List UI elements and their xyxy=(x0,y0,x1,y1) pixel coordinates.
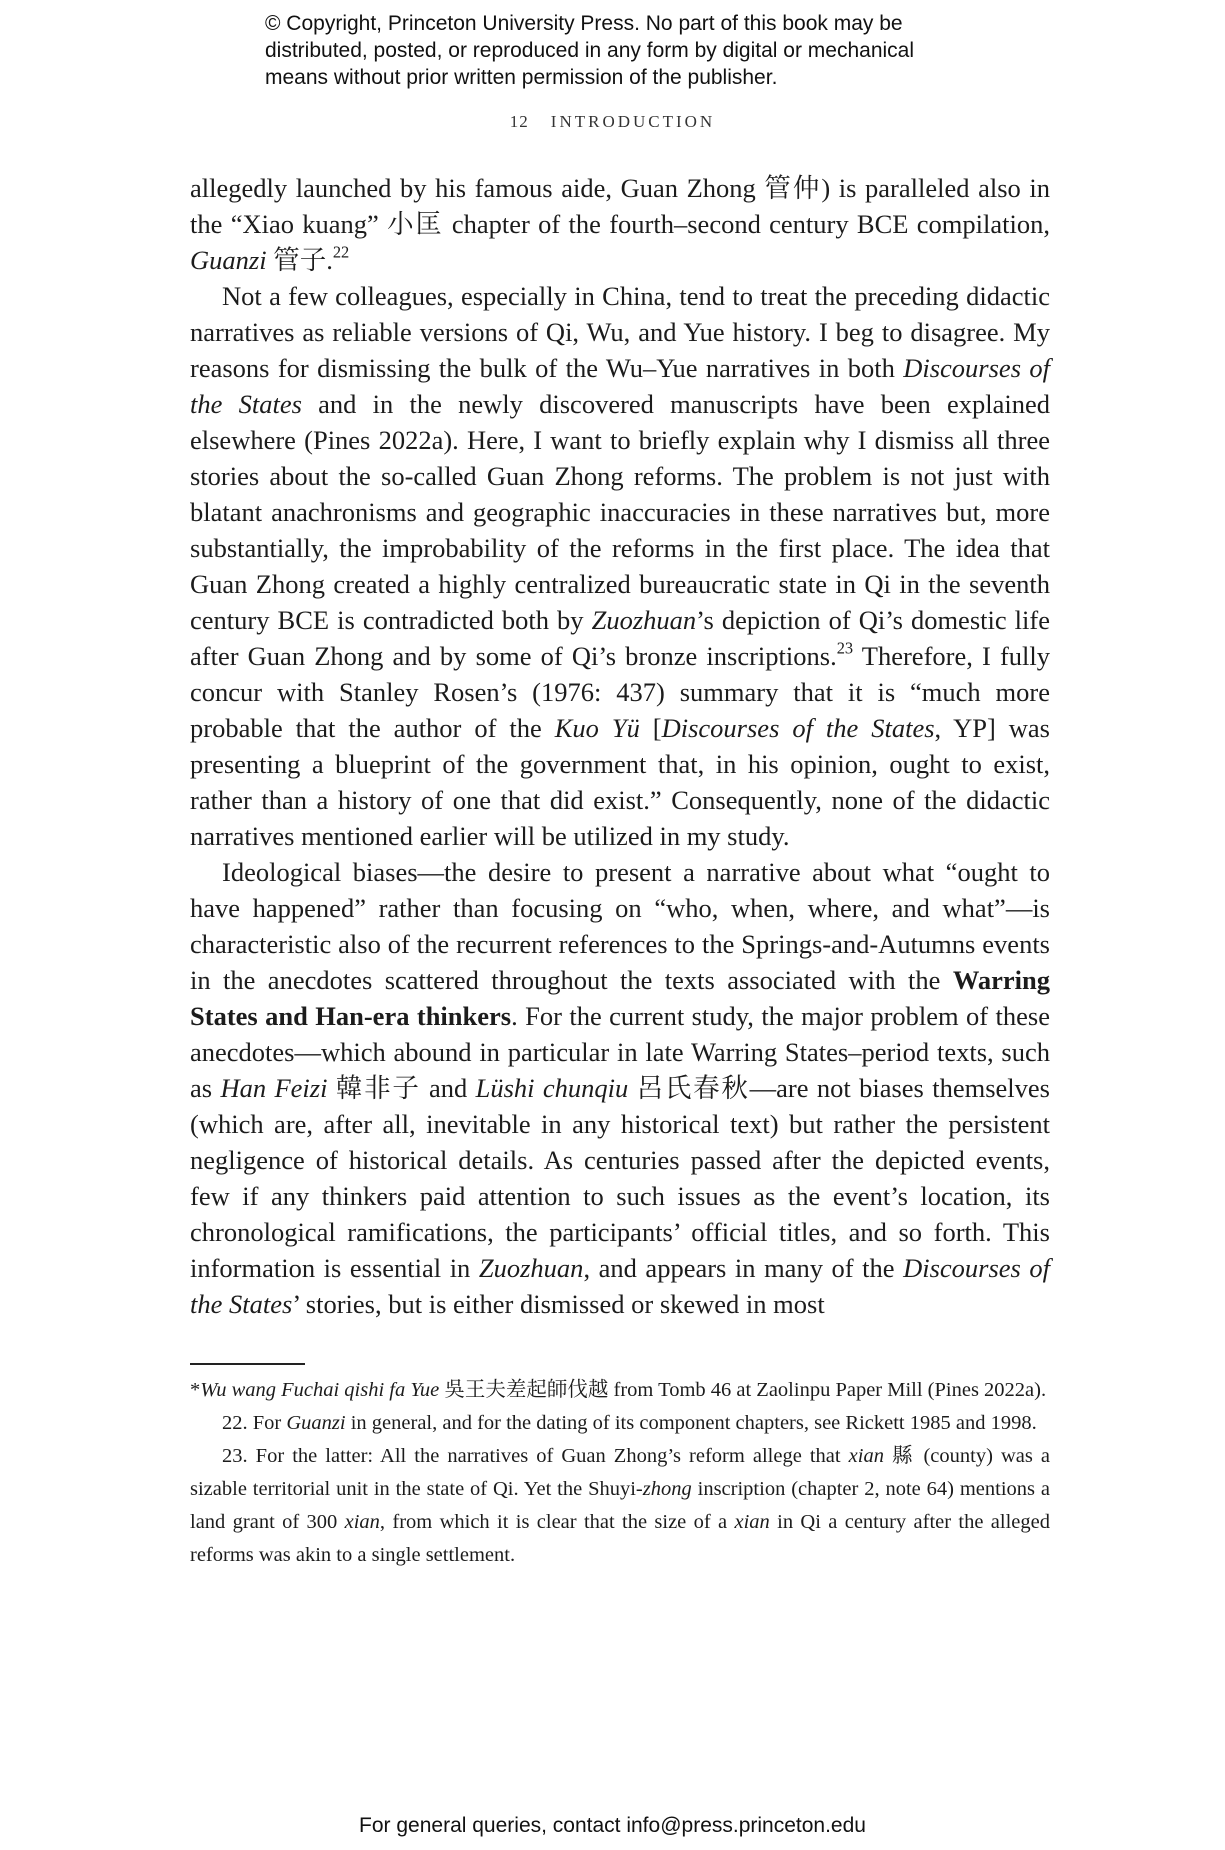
running-head xyxy=(0,112,1225,132)
copyright-line: distributed, posted, or reproduced in any form by digital or mechanical xyxy=(265,39,915,62)
paragraph: Ideological biases—the desire to present a narrative about what “ought to have happened” rather than focusing on “who, when, where, and what”—is characteristic also of the recurrent references to the Springs-and-Autumns events in the anecdotes scattered throughout the texts associated with the Warring States and Han-era thinkers. For the current study, the major problem of these anecdotes—which abound in particular in late Warring States–period texts, such as Han Feizi 韓非子 and Lüshi chunqiu 呂氏春秋—are not biases themselves (which are, after all, inevitable in any historical text) but rather the persistent negligence of historical details. As centuries passed after the depicted events, few if any thinkers paid attention to such issues as the event’s location, its chronological ramifications, the participants’ official titles, and so forth. This information is essential in Zuozhuan, and appears in many of the Discourses of the States’ stories, but is either dismissed or skewed in most xyxy=(190,857,1051,1319)
paragraph: allegedly launched by his famous aide, Guan Zhong 管仲) is paralleled also in the “Xiao kuang” 小匡 chapter of the fourth–second century BCE compilation, Guanzi 管子.$^{22}$ xyxy=(190,173,1050,275)
copyright-line: means without prior written permission of the publisher. xyxy=(265,66,778,89)
chapter-title: INTRODUCTION xyxy=(550,112,716,131)
copyright-notice xyxy=(265,10,1025,91)
footnote-divider xyxy=(190,1363,305,1365)
paragraph: Not a few colleagues, especially in China, tend to treat the preceding didactic narratives as reliable versions of Qi, Wu, and Yue history. I beg to disagree. My reasons for dismissing the bulk of the Wu–Yue narratives in both Discourses of the States and in the newly discovered manuscripts have been explained elsewhere (Pines 2022a). Here, I want to briefly explain why I dismiss all three stories about the so-called Guan Zhong reforms. The problem is not just with blatant anachronisms and geographic inaccuracies in these narratives but, more substantially, the improbability of the reforms in the first place. The idea that Guan Zhong created a highly centralized bureaucratic state in Qi in the seventh century BCE is contradicted both by Zuozhuan’s depiction of Qi’s domestic life after Guan Zhong and by some of Qi’s bronze inscriptions.$^{23}$ Therefore, I fully concur with Stanley Rosen’s (1976: 437) summary that it is “much more probable that the author of the Kuo Yü [Discourses of the States, YP] was presenting a blueprint of the government that, in his opinion, ought to exist, rather than a history of one that did exist.” Consequently, none of the didactic narratives mentioned earlier will be utilized in my study. xyxy=(190,281,1051,851)
footnote-ref[interactable]: 23 xyxy=(836,638,854,658)
footnotes xyxy=(190,1374,1050,1572)
footnote-ref[interactable]: 22 xyxy=(332,242,350,262)
footer-contact: For general queries, contact info@press.princeton.edu xyxy=(359,1814,866,1837)
copyright-line: © Copyright, Princeton University Press. No part of this book may be xyxy=(265,12,903,35)
body-text xyxy=(190,170,1050,1322)
highlighted-term: Warring States and Han-era thinkers xyxy=(190,965,1050,1031)
footnote-23: 23. For the latter: All the narratives of Guan Zhong’s reform allege that xian 縣 (county) was a sizable territorial unit in the state of Qi. Yet the Shuyi-zhong inscription (chapter 2, note 64) mentions a land grant of 300 xian, from which it is clear that the size of a xian in Qi a century after the alleged reforms was akin to a single settlement. xyxy=(190,1445,1050,1566)
footnote-22: 22. For Guanzi in general, and for the dating of its component chapters, see Rickett 1985 and 1998. xyxy=(222,1412,1037,1434)
footnote-star: *Wu wang Fuchai qishi fa Yue 吳王夫差起師伐越 from Tomb 46 at Zaolinpu Paper Mill (Pines 2022a). xyxy=(190,1379,1047,1401)
page-number: 12 xyxy=(509,112,529,131)
